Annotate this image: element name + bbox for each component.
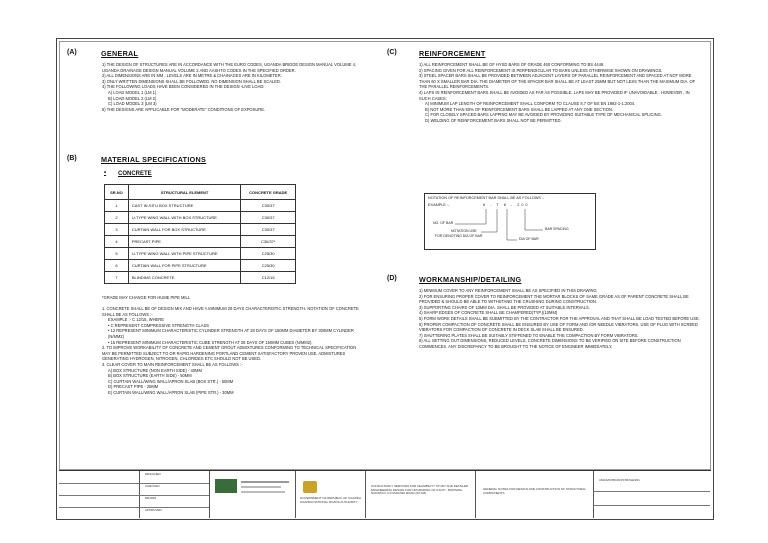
- table-row: [105, 272, 296, 284]
- note-line: 4) THE FOLLOWING LOADS HAVE BEEN CONSIDERED IN THE DESIGN -LIVE LOAD:: [102, 84, 265, 90]
- tb-signatures-cell: [139, 471, 210, 518]
- notation-use-label: NOTATION USE: [451, 229, 477, 233]
- notation-example: EXAMPLE :-: [428, 203, 450, 207]
- dia-of-bar-label: DIA OF BAR: [519, 237, 539, 241]
- section-c-title: REINFORCEMENT: [419, 49, 486, 58]
- table-cell: C30/37: [241, 224, 296, 236]
- table-cell: 1: [105, 200, 129, 212]
- table-cell: U-TYPE WING WALL WITH PIPE STRUCTURE: [128, 248, 241, 260]
- note-line: 3) SUPPORTING CHAIRS OF 10MM DIA. SHALL BE PROVIDED AT SUITABLE INTERVALS.: [419, 304, 590, 310]
- note-line: A) MINIMUM LAP LENGTH OF REINFORCEMENT SHALL CONFORM TO CLAUSE 8.7 OF BS EN 1992-1-1:2004.: [425, 101, 636, 107]
- table-row: [105, 212, 296, 224]
- workmanship-notes: [419, 288, 701, 350]
- note-line: 2. TO IMPROVE WORKABILITY OF CONCRETE AND CEMENT GROUT ADMIXTURES CONFORMING TO TECHNICAL SPECIFICATION MAY BE PERMITTED SUBJECT TO OR RAPID HARDENING PORTLAND CEMENT SATISFACTORY PROVEN USE. ADMIXTURES GENERATING HYDROGEN, NITROGEN, CHLORIDES ETC SHOULD NOT BE USED.: [102, 345, 357, 362]
- table-cell: C25/30: [241, 260, 296, 272]
- note-line: D) PRECAST PIPE - 25MM: [108, 384, 159, 390]
- notation-title: NOTATION OF REINFORCEMENT BAR SHALL BE AS FOLLOWS :-: [428, 196, 545, 200]
- section-b-title: MATERIAL SPECIFICATIONS: [101, 155, 207, 164]
- note-line: A) LOAD MODEL 1 (LM 1): [108, 89, 157, 95]
- note-line: 2) FOR ENSURING PROPER COVER TO REINFORCEMENT THE MORTAR BLOCKS OF SAME GRADE AS OF PARENT CONCRETE SHALL BE PROVIDED & SHOULD BE ABLE TO WITHSTAND THE CRUSHING DURING CONSTRUCTION.: [419, 293, 689, 305]
- note-line: EXAMPLE :- C 12/15, WHERE: [108, 317, 164, 323]
- note-line: D) WELDING OF REINFORCEMENT BARS SHALL NOT BE PERMITTED.: [425, 117, 562, 123]
- note-line: 6) PROPER COMPACTION OF CONCRETE SHALL BE ENSURED BY USE OF FORM AND /OR NEEDLE VIBRATORS. USE OF PLUG WITH SCREED VIBRATORS FOR COMPACTION OF CONCRETE IN DECK SLAB SHALL BE ENSURED.: [419, 321, 698, 333]
- consultant-logo-icon: [215, 479, 237, 493]
- table-row: [105, 200, 296, 212]
- note-line: C) FOR CLOSELY SPACED BARS LAPPING MAY BE AVOIDED BY PROVIDING SUITABLE TYPE OF MECHANICAL SPLICING.: [425, 112, 662, 118]
- note-line: 4) SHARP EDGES OF CONCRETE SHALL BE CHAMFERED(TYP.)(10MM): [419, 310, 558, 316]
- tb-project-cell: [365, 471, 476, 518]
- note-line: 1) MINIMUM COVER TO ANY REINFORCEMENT SHALL BE AS SPECIFIED IN THIS DRAWING: [419, 288, 597, 293]
- concrete-grade-table: [104, 184, 296, 284]
- table-row: [105, 260, 296, 272]
- table-cell: 2: [105, 212, 129, 224]
- note-line: B) NOT MORE THAN 50% OF REINFORCEMENT BARS SHALL BE LAPPED AT ANY ONE SECTION.: [425, 106, 613, 112]
- note-line: • C REPRESENT COMPRESSIVE STRENGTH CLASS: [108, 322, 209, 328]
- table-cell: C25/30: [241, 248, 296, 260]
- note-line: 3. CLEAR COVER TO MAIN REINFORCEMENT SHALL BE AS FOLLOWS :-: [102, 361, 243, 367]
- section-c-letter: (C): [387, 49, 397, 56]
- table-cell: CURTAIN WALL FOR PIPE STRUCTURE: [128, 260, 241, 272]
- table-row: [105, 224, 296, 236]
- note-line: • 12 REPRESENT MINIMUM CHARACTERISTIC CYLINDER STRENGTH AT 28 DAYS OF 150MM DIAMETER BY 300MM CYLINDER (N/MM2): [108, 328, 354, 339]
- note-line: 2) SPACING GIVEN FOR ALL REINFORCEMENT IS PERPENDICULAR TO BARS UNLESS OTHERWISE SHOWN ON DRAWINGS.: [419, 67, 663, 73]
- tb-revision-cell: [59, 471, 140, 518]
- note-line: • 15 REPRESENT MINIMUM CHARACTERISTIC CUBE STRENGTH AT 28 DAYS OF 150MM CUBES (N/MM2).: [108, 339, 313, 345]
- title-block: [59, 470, 711, 518]
- tb-drawing-title-cell: [475, 471, 594, 518]
- table-cell: 3: [105, 224, 129, 236]
- tb-drawn: DRAWN: [145, 496, 157, 500]
- bar-notation-box: [424, 193, 596, 250]
- tb-authority-cell: [295, 471, 366, 518]
- concrete-notes: [102, 306, 364, 396]
- note-line: 2) ALL DIMENSIONS ARE IN MM , LEVELS ARE IN METRE & CHAINAGES ARE IN KILOMETER.: [102, 73, 282, 79]
- note-line: 1. CONCRETE SHALL BE OF DESIGN MIX AND HAVE A MINIMUM 28 DAYS CHARACTERISTIC STRENGTH. NOTATION OF CONCRETE SHALL BE AS FOLLOWS :-: [102, 306, 359, 317]
- tb-drawing-title: GENERAL NOTES FOR DESIGN AND CONSTRUCTION OF STRUCTURAL COMPONENTS: [483, 487, 586, 495]
- concrete-bullet: •: [104, 170, 107, 176]
- note-line: 5) FORM WORK DETAILS SHALL BE SUBMITTED BY THE CONTRACTOR FOR THE APPROVAL AND THAT SHALL BE LOAD TESTED BEFORE USE.: [419, 315, 700, 321]
- tb-drawing-no-cell: [593, 471, 710, 518]
- note-line: 3) ONLY WRITTEN DIMENSIONS SHALL BE FOLLOWED. NO DIMENSION SHALL BE SCALED.: [102, 78, 282, 84]
- uganda-emblem-icon: [303, 481, 317, 493]
- notation-use-label-2: FOR DENOTING DIA OF BAR: [435, 234, 483, 238]
- table-header: STRUCTURAL ELEMENT: [128, 185, 241, 200]
- table-cell: C12/15: [241, 272, 296, 284]
- table-cell: U-TYPE WING WALL WITH BOX STRUCTURE: [128, 212, 241, 224]
- section-d-letter: (D): [387, 275, 397, 282]
- table-header: CONCRETE GRADE: [241, 185, 296, 200]
- note-line: E) CURTAIN WALL/WING WALL/APRON SLAB (PIPE STR.) - 30MM: [108, 389, 234, 395]
- note-line: 1) ALL REINFORCEMENT SHALL BE OF HYSD BARS OF GRADE 460 CONFORMING TO BS 4449.: [419, 62, 605, 67]
- table-cell: C30/37*: [241, 236, 296, 248]
- note-line: 7) SHUTTERING PLATES SHALL BE SUITABLY STIFFENED TO ENABLE THE COMPACTION BY FORM VIBRATORS.: [419, 332, 639, 338]
- table-cell: 4: [105, 236, 129, 248]
- tb-consultancy-title: CONSULTANCY SERVICES FOR FEASIBILITY STUDY AND DETAILED ENGINEERING DESIGN FOR UPGRADING OF KAOTI - BUPISWA-NAKAPUO -KYOSOOWA ROAD (60 KM): [371, 484, 469, 496]
- section-d-title: WORKMANSHIP/DETAILING: [419, 275, 522, 284]
- general-notes: [102, 62, 364, 112]
- note-line: C) CURTAIN WALL/WING WALL/APRON SLAB (BOX STR.) - 50MM: [108, 378, 234, 384]
- concrete-subtitle: CONCRETE: [118, 171, 152, 177]
- section-b-letter: (B): [67, 155, 77, 162]
- note-line: 5) THE DESIGNS ARE APPLICABLE FOR "MODERATE" CONDITIONS OF EXPOSURE.: [102, 106, 266, 112]
- table-cell: 6: [105, 260, 129, 272]
- note-line: A) BOX STRUCTURE (NON EARTH SIDE) - 40MM: [108, 367, 202, 373]
- section-a-title: GENERAL: [101, 49, 139, 58]
- table-cell: C30/37: [241, 200, 296, 212]
- reinforcement-notes: [419, 62, 701, 124]
- note-line: 1) THE DESIGN OF STRUCTURES ARE IN ACCORDANCE WITH THE EURO CODES, UGANDA BRIDGE DESIGN MANUAL VOLUME 4, UGANDA DRAINAGE DESIGN MANUAL VOLUME 2 AND AASHTO CODES IN THE SPECIFIED ORDER.: [102, 62, 357, 73]
- table-header: SR.NO: [105, 185, 129, 200]
- tb-logo-cell: [209, 471, 296, 518]
- tb-approved: APPROVED: [145, 508, 162, 512]
- notation-formula: 6 - T 8 - 200: [483, 203, 530, 207]
- tb-authority: GOVERNMENT OF REPUBLIC OF UGANDA UGANDA NATIONAL ROADS AUTHORITY: [300, 496, 361, 504]
- tb-drawing-no: UNRA/KKBK/DD/STR/GEN/01: [599, 478, 640, 482]
- note-line: B) LOAD MODEL 2 (LM 2): [108, 95, 157, 101]
- tb-checked: CHECKED: [145, 484, 160, 488]
- table-cell: PRECAST PIPE: [128, 236, 241, 248]
- table-row: [105, 236, 296, 248]
- note-line: B) BOX STRUCTURE (EARTH SIDE) - 50MM: [108, 373, 192, 379]
- bar-spacing-label: BAR SPACING: [545, 227, 569, 231]
- table-cell: C30/37: [241, 212, 296, 224]
- table-cell: 7: [105, 272, 129, 284]
- concrete-note: *GRADE MAY CHANGE FOR HUME PIPE MILL: [102, 295, 191, 300]
- no-of-bar-label: NO. OF BAR: [433, 221, 454, 225]
- note-line: 4) LAPS IN REINFORCEMENT BARS SHALL BE AVOIDED AS FAR AS POSSIBLE. LAPS MAY BE PROVIDED IF UNAVOIDABLE . HOWEVER , IN SUCH CASES:: [419, 89, 690, 101]
- table-row: [105, 248, 296, 260]
- table-cell: 5: [105, 248, 129, 260]
- table-cell: CAST IN-SITU BOX STRUCTURE: [128, 200, 241, 212]
- table-cell: BLINDING CONCRETE: [128, 272, 241, 284]
- table-cell: CURTAIN WALL FOR BOX STRUCTURE: [128, 224, 241, 236]
- note-line: 8) ALL SETTING OUT DIMENSIONS, REDUCED LEVELS, CONCRETE DIMENSIONS TO BE VERIFIED ON SITE BEFORE CONSTRUCTION COMMENCES. ANY DISCREPANCY TO BE BROUGHT TO THE NOTICE OF ENGINEER IMMEDIATELY.: [419, 338, 681, 349]
- tb-designed: DESIGNED: [145, 472, 161, 476]
- note-line: C) LOAD MODEL 3 (LM 3): [108, 101, 157, 107]
- section-a-letter: (A): [67, 49, 77, 56]
- note-line: 3) STEEL SPACER BARS SHALL BE PROVIDED BETWEEN ADJACENT LAYERS OF PARALLEL REINFORCEMENT AND SPACED AT NOT MORE THAN 60 X SMALLER BAR DIA. THE DIAMETER OF THE SPACER BAR SHALL BE AT LEAST 25MM BUT NOT LESS THAN THE MAXIMUM DIA. OF THE PARALLEL REINFORCEMENTS.: [419, 73, 696, 90]
